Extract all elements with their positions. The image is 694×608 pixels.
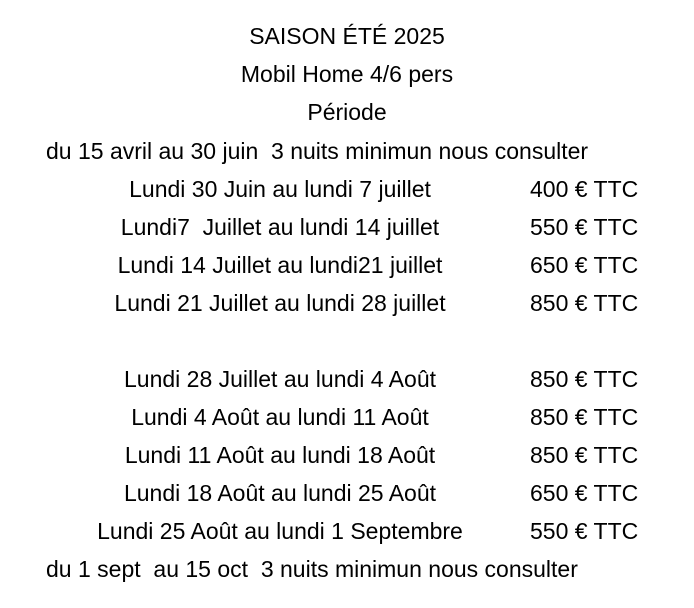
rate-period: Lundi 11 Août au lundi 18 Août — [124, 442, 436, 468]
rate-period: Lundi7 Juillet au lundi 14 juillet — [120, 214, 440, 240]
rate-price: 400 € TTC — [530, 176, 639, 202]
season-title: SAISON ÉTÉ 2025 — [249, 23, 445, 49]
outro-line: du 1 sept au 15 oct 3 nuits minimun nous consulter — [46, 556, 578, 582]
intro-line: du 15 avril au 30 juin 3 nuits minimun nous consulter — [46, 138, 589, 164]
rate-price: 550 € TTC — [530, 518, 639, 544]
rate-period: Lundi 21 Juillet au lundi 28 juillet — [114, 290, 446, 316]
rate-price: 850 € TTC — [530, 442, 639, 468]
rate-period: Lundi 14 Juillet au lundi21 juillet — [117, 252, 443, 278]
product-title: Mobil Home 4/6 pers — [240, 61, 454, 87]
rate-price: 650 € TTC — [530, 480, 639, 506]
rate-period: Lundi 25 Août au lundi 1 Septembre — [97, 518, 463, 544]
rate-period: Lundi 28 Juillet au lundi 4 Août — [123, 366, 437, 392]
rate-period: Lundi 4 Août au lundi 11 Août — [131, 404, 429, 430]
rate-price: 850 € TTC — [530, 366, 639, 392]
rate-price: 550 € TTC — [530, 214, 639, 240]
rate-price: 850 € TTC — [530, 290, 639, 316]
period-heading: Période — [307, 99, 387, 125]
rate-price: 650 € TTC — [530, 252, 639, 278]
rate-price: 850 € TTC — [530, 404, 639, 430]
rate-period: Lundi 30 Juin au lundi 7 juillet — [129, 176, 431, 202]
rate-period: Lundi 18 Août au lundi 25 Août — [123, 480, 437, 506]
